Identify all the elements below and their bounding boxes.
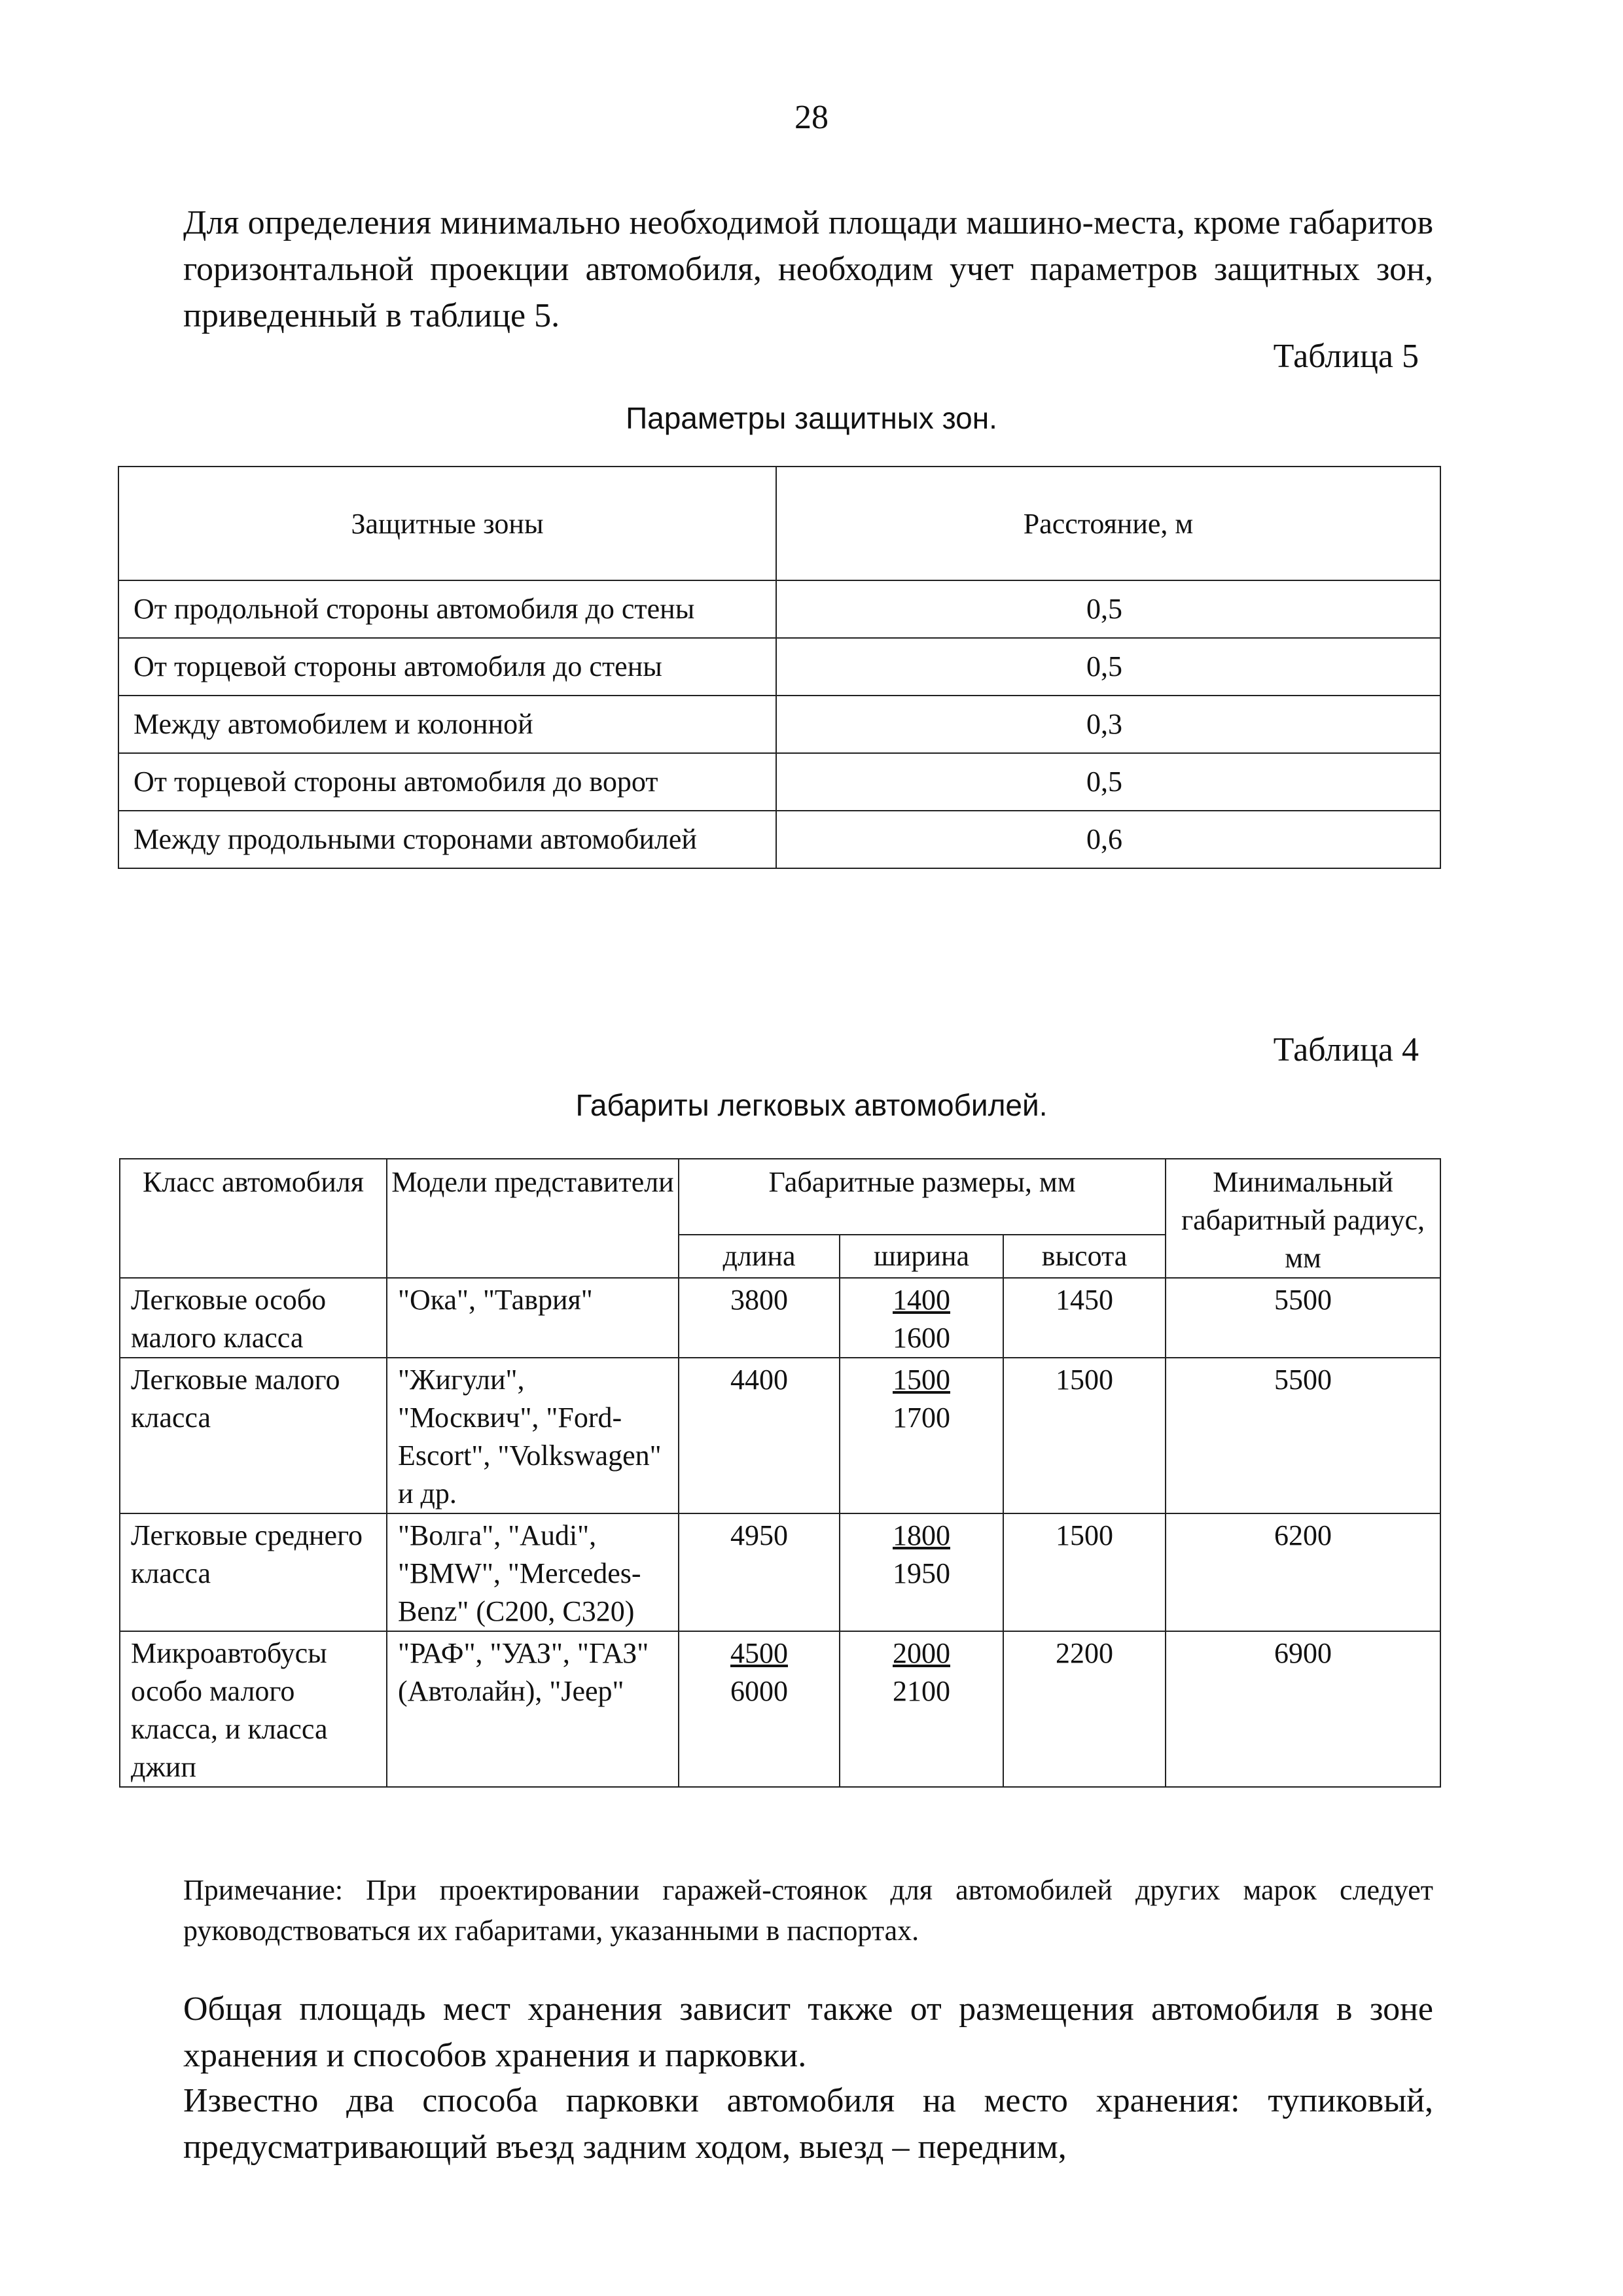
width-max-value: 1600	[893, 1322, 950, 1354]
table4-title: Габариты легковых автомобилей.	[575, 1088, 1048, 1122]
table-note: Примечание: При проектировании гаражей-стоянок для автомобилей других марок следует руководствоваться их габаритами, указанными в паспортах.	[183, 1874, 1433, 1947]
models-cell: "Волга", "Audi", "BMW", "Mercedes-Benz" (C200, C320)	[387, 1513, 679, 1631]
table-row	[118, 638, 1440, 696]
column-header-models: Модели представители	[387, 1159, 679, 1278]
length-cell	[679, 1358, 840, 1513]
paragraph-storage-area: Общая площадь мест хранения зависит также от размещения автомобиля в зоне хранения и способов хранения и парковки.	[183, 1990, 1433, 2074]
length-cell	[679, 1631, 840, 1787]
radius-cell: 6200	[1166, 1513, 1440, 1631]
zone-cell: От торцевой стороны автомобиля до ворот	[118, 753, 776, 811]
models-cell: "Ока", "Таврия"	[387, 1278, 679, 1358]
paragraph-parking-methods: Известно два способа парковки автомобиля на место хранения: тупиковый, предусматривающий въезд задним ходом, выезд – передним,	[183, 2082, 1433, 2166]
models-cell: "Жигули", "Москвич", "Ford-Escort", "Volkswagen" и др.	[387, 1358, 679, 1513]
table-row	[120, 1513, 1440, 1631]
width-min-value: 2000	[893, 1637, 950, 1669]
car-dimensions-table	[119, 1158, 1441, 1788]
distance-cell: 0,3	[776, 696, 1440, 753]
distance-cell: 0,6	[776, 811, 1440, 868]
distance-cell: 0,5	[776, 580, 1440, 638]
column-header-class: Класс автомобиля	[120, 1159, 387, 1278]
width-min-value: 1400	[893, 1284, 950, 1316]
height-cell: 1450	[1003, 1278, 1166, 1358]
table4-caption: Таблица 4	[1273, 1031, 1419, 1069]
intro-paragraph: Для определения минимально необходимой площади машино-места, кроме габаритов горизонтальной проекции автомобиля, необходим учет параметров защитных зон, приведенный в таблице 5.	[183, 204, 1433, 334]
table-row	[120, 1631, 1440, 1787]
height-cell: 1500	[1003, 1513, 1166, 1631]
class-cell: Легковые особо малого класса	[120, 1278, 387, 1358]
column-header-distance: Расстояние, м	[776, 467, 1440, 580]
width-cell	[840, 1358, 1003, 1513]
radius-cell: 5500	[1166, 1358, 1440, 1513]
table-header-row	[118, 467, 1440, 580]
width-min-value: 1800	[893, 1519, 950, 1551]
width-max-value: 1700	[893, 1402, 950, 1434]
length-max-value: 6000	[730, 1675, 788, 1707]
models-cell: "РАФ", "УАЗ", "ГАЗ" (Автолайн), "Jeep"	[387, 1631, 679, 1787]
table-row	[120, 1358, 1440, 1513]
class-cell: Легковые среднего класса	[120, 1513, 387, 1631]
distance-cell: 0,5	[776, 753, 1440, 811]
table-row	[118, 811, 1440, 868]
length-value: 4400	[730, 1364, 788, 1396]
class-cell: Микроавтобусы особо малого класса, и класса джип	[120, 1631, 387, 1787]
length-min-value: 4500	[730, 1637, 788, 1669]
table-header-row	[120, 1159, 1440, 1235]
table5-title: Параметры защитных зон.	[626, 401, 997, 435]
width-min-value: 1500	[893, 1364, 950, 1396]
table-row	[118, 580, 1440, 638]
column-header-radius: Минимальный габаритный радиус, мм	[1166, 1159, 1440, 1278]
zone-cell: От торцевой стороны автомобиля до стены	[118, 638, 776, 696]
column-header-height: высота	[1003, 1235, 1166, 1278]
length-value: 4950	[730, 1519, 788, 1551]
radius-cell: 6900	[1166, 1631, 1440, 1787]
length-cell	[679, 1513, 840, 1631]
width-cell	[840, 1278, 1003, 1358]
radius-cell: 5500	[1166, 1278, 1440, 1358]
class-cell: Легковые малого класса	[120, 1358, 387, 1513]
column-header-dimensions: Габаритные размеры, мм	[679, 1159, 1166, 1235]
table-row	[118, 696, 1440, 753]
protective-zones-table	[118, 466, 1441, 869]
zone-cell: Между автомобилем и колонной	[118, 696, 776, 753]
zone-cell: Между продольными сторонами автомобилей	[118, 811, 776, 868]
width-max-value: 2100	[893, 1675, 950, 1707]
table-row	[120, 1278, 1440, 1358]
distance-cell: 0,5	[776, 638, 1440, 696]
height-cell: 2200	[1003, 1631, 1166, 1787]
table5-caption: Таблица 5	[1273, 338, 1419, 375]
column-header-zone: Защитные зоны	[118, 467, 776, 580]
length-value: 3800	[730, 1284, 788, 1316]
column-header-width: ширина	[840, 1235, 1003, 1278]
table-row	[118, 753, 1440, 811]
width-cell	[840, 1513, 1003, 1631]
column-header-length: длина	[679, 1235, 840, 1278]
height-cell: 1500	[1003, 1358, 1166, 1513]
width-max-value: 1950	[893, 1557, 950, 1589]
length-cell	[679, 1278, 840, 1358]
page-number: 28	[794, 99, 829, 136]
zone-cell: От продольной стороны автомобиля до стены	[118, 580, 776, 638]
width-cell	[840, 1631, 1003, 1787]
